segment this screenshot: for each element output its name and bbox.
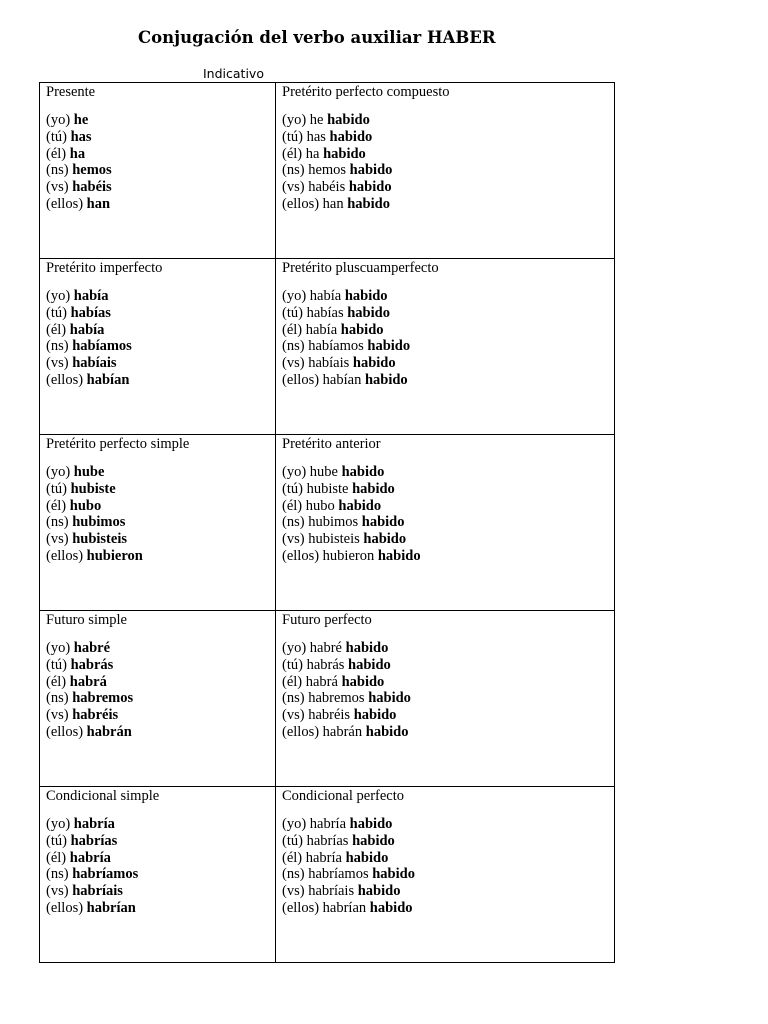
- conjugation-line: [282, 355, 608, 372]
- verb-form: habré: [73, 640, 111, 656]
- verb-form: habido: [341, 464, 385, 480]
- verb-form: hubimos: [72, 514, 126, 531]
- conjugation-list: [282, 112, 608, 213]
- verb-form: habido: [347, 304, 390, 321]
- pronoun: (yo): [282, 464, 307, 480]
- verb-form: hubieron: [86, 547, 143, 564]
- mood-subtitle: Indicativo: [203, 66, 264, 81]
- pronoun: (yo): [46, 816, 71, 832]
- verb-form: habremos: [72, 690, 134, 707]
- pronoun: (yo): [46, 112, 71, 128]
- pronoun: (él): [46, 849, 67, 866]
- conjugation-line: [46, 322, 269, 339]
- conjugation-line: [282, 498, 608, 515]
- pronoun: (ellos): [46, 899, 84, 916]
- conjugation-line: [282, 129, 608, 146]
- verb-form: hubiste: [70, 480, 116, 497]
- auxiliary-form: habrá: [305, 673, 338, 690]
- pronoun: (tú): [46, 128, 67, 145]
- verb-form: habido: [349, 816, 393, 832]
- conjugation-line: [46, 129, 269, 146]
- compound-tense-cell: [276, 83, 615, 259]
- conjugation-line: [282, 724, 608, 741]
- pronoun: (ellos): [46, 195, 84, 212]
- conjugation-line: [282, 372, 608, 389]
- auxiliary-form: hubisteis: [308, 531, 360, 548]
- verb-form: hubo: [69, 497, 102, 514]
- conjugation-line: [282, 690, 608, 707]
- conjugation-line: [46, 640, 269, 657]
- verb-form: habríamos: [72, 866, 139, 883]
- conjugation-list: [282, 464, 608, 565]
- auxiliary-form: habíamos: [308, 338, 364, 355]
- conjugation-list: [282, 816, 608, 917]
- conjugation-line: [282, 531, 608, 548]
- verb-form: habían: [86, 371, 130, 388]
- verb-form: habido: [327, 112, 370, 128]
- verb-form: habrían: [86, 899, 136, 916]
- verb-form: habido: [340, 321, 384, 338]
- pronoun: (yo): [46, 464, 71, 480]
- conjugation-line: [46, 657, 269, 674]
- conjugation-line: [46, 883, 269, 900]
- pronoun: (tú): [282, 832, 303, 849]
- verb-form: hemos: [72, 162, 112, 179]
- verb-form: habíamos: [72, 338, 132, 355]
- verb-form: habías: [70, 304, 111, 321]
- conjugation-line: [46, 548, 269, 565]
- pronoun: (él): [46, 673, 67, 690]
- pronoun: (ellos): [282, 899, 320, 916]
- pronoun: (ns): [282, 162, 305, 179]
- pronoun: (yo): [282, 288, 307, 304]
- auxiliary-form: habrían: [322, 899, 367, 916]
- tense-name: Pretérito imperfecto: [46, 260, 163, 276]
- conjugation-line: [282, 162, 608, 179]
- verb-form: has: [70, 128, 92, 145]
- compound-tense-cell: [276, 611, 615, 787]
- pronoun: (ellos): [46, 371, 84, 388]
- verb-form: habido: [345, 640, 389, 656]
- compound-tense-cell: [276, 787, 615, 963]
- conjugation-list: [46, 112, 269, 213]
- conjugation-line: [282, 112, 608, 129]
- pronoun: (ns): [46, 514, 69, 531]
- pronoun: (ellos): [282, 371, 320, 388]
- conjugation-list: [46, 464, 269, 565]
- verb-form: habido: [349, 162, 393, 179]
- conjugation-list: [46, 288, 269, 389]
- auxiliary-form: hubimos: [308, 514, 359, 531]
- conjugation-line: [46, 305, 269, 322]
- verb-form: había: [69, 321, 105, 338]
- conjugation-line: [282, 196, 608, 213]
- auxiliary-form: habíais: [308, 355, 350, 372]
- auxiliary-form: habrás: [306, 656, 345, 673]
- verb-form: habido: [365, 723, 409, 740]
- tense-name: Condicional simple: [46, 788, 160, 804]
- auxiliary-form: habré: [309, 640, 342, 656]
- verb-form: había: [73, 288, 109, 304]
- verb-form: habido: [348, 179, 392, 196]
- verb-form: hubisteis: [72, 531, 127, 548]
- conjugation-list: [46, 816, 269, 917]
- pronoun: (tú): [282, 128, 303, 145]
- verb-form: habrá: [69, 673, 107, 690]
- pronoun: (vs): [282, 531, 305, 548]
- pronoun: (yo): [282, 640, 307, 656]
- auxiliary-form: habría: [309, 816, 347, 832]
- conjugation-list: [282, 288, 608, 389]
- pronoun: (tú): [46, 656, 67, 673]
- pronoun: (ns): [46, 338, 69, 355]
- auxiliary-form: hubieron: [322, 547, 375, 564]
- conjugation-line: [282, 883, 608, 900]
- conjugation-line: [46, 146, 269, 163]
- verb-form: habido: [363, 531, 407, 548]
- verb-form: habido: [323, 145, 366, 162]
- conjugation-line: [282, 548, 608, 565]
- verb-form: habido: [364, 371, 408, 388]
- conjugation-line: [46, 850, 269, 867]
- auxiliary-form: han: [322, 195, 344, 212]
- tense-name: Pretérito perfecto compuesto: [282, 84, 450, 100]
- verb-form: habría: [69, 849, 111, 866]
- pronoun: (ellos): [282, 195, 320, 212]
- conjugation-line: [46, 833, 269, 850]
- conjugation-line: [282, 707, 608, 724]
- auxiliary-form: habías: [306, 304, 344, 321]
- conjugation-line: [282, 514, 608, 531]
- conjugation-line: [46, 674, 269, 691]
- verb-form: habido: [361, 514, 405, 531]
- tense-name: Condicional perfecto: [282, 788, 404, 804]
- verb-form: habido: [329, 128, 373, 145]
- verb-form: habrías: [70, 832, 118, 849]
- verb-form: hube: [73, 464, 105, 480]
- tense-name: Futuro simple: [46, 612, 127, 628]
- tense-row: [40, 435, 615, 611]
- auxiliary-form: hube: [309, 464, 338, 480]
- conjugation-line: [282, 900, 608, 917]
- conjugation-line: [282, 850, 608, 867]
- verb-form: habido: [348, 656, 391, 673]
- simple-tense-cell: [40, 259, 276, 435]
- verb-form: habido: [341, 673, 385, 690]
- auxiliary-form: he: [309, 112, 324, 128]
- conjugation-list: [282, 640, 608, 741]
- tense-name: Pretérito anterior: [282, 436, 381, 452]
- verb-form: habido: [352, 480, 395, 497]
- tense-name: Futuro perfecto: [282, 612, 372, 628]
- conjugation-line: [282, 640, 608, 657]
- conjugation-line: [46, 724, 269, 741]
- simple-tense-cell: [40, 787, 276, 963]
- conjugation-line: [282, 481, 608, 498]
- pronoun: (tú): [46, 480, 67, 497]
- conjugation-line: [46, 355, 269, 372]
- conjugation-line: [282, 464, 608, 481]
- pronoun: (ns): [282, 690, 305, 707]
- auxiliary-form: había: [305, 321, 338, 338]
- pronoun: (tú): [282, 656, 303, 673]
- verb-form: habréis: [72, 707, 119, 724]
- auxiliary-form: habremos: [308, 690, 365, 707]
- pronoun: (él): [282, 145, 303, 162]
- tense-row: [40, 83, 615, 259]
- compound-tense-cell: [276, 435, 615, 611]
- pronoun: (ns): [282, 866, 305, 883]
- auxiliary-form: habéis: [308, 179, 346, 196]
- conjugation-line: [46, 690, 269, 707]
- conjugation-line: [46, 531, 269, 548]
- conjugation-list: [46, 640, 269, 741]
- verb-form: habido: [377, 547, 421, 564]
- conjugation-line: [282, 674, 608, 691]
- verb-form: habido: [347, 195, 390, 212]
- conjugation-line: [282, 866, 608, 883]
- pronoun: (ellos): [46, 547, 84, 564]
- verb-form: habido: [352, 355, 396, 372]
- pronoun: (vs): [282, 355, 305, 372]
- conjugation-line: [46, 498, 269, 515]
- conjugation-line: [282, 816, 608, 833]
- auxiliary-form: hubo: [305, 497, 335, 514]
- verb-form: habíais: [72, 355, 117, 372]
- pronoun: (ellos): [46, 723, 84, 740]
- verb-form: habido: [369, 899, 413, 916]
- verb-form: habido: [353, 707, 397, 724]
- verb-form: habría: [73, 816, 115, 832]
- conjugation-line: [46, 866, 269, 883]
- auxiliary-form: hubiste: [306, 480, 349, 497]
- pronoun: (vs): [46, 355, 69, 372]
- pronoun: (yo): [282, 112, 307, 128]
- compound-tense-cell: [276, 259, 615, 435]
- pronoun: (ns): [46, 690, 69, 707]
- auxiliary-form: habría: [305, 849, 342, 866]
- pronoun: (él): [282, 497, 303, 514]
- conjugation-line: [282, 322, 608, 339]
- conjugation-table-body: [40, 83, 615, 963]
- pronoun: (vs): [46, 883, 69, 900]
- verb-form: habido: [338, 497, 382, 514]
- tense-row: [40, 259, 615, 435]
- conjugation-line: [282, 288, 608, 305]
- conjugation-line: [282, 338, 608, 355]
- conjugation-line: [282, 146, 608, 163]
- conjugation-line: [46, 372, 269, 389]
- pronoun: (él): [46, 497, 67, 514]
- verb-form: habrás: [70, 656, 114, 673]
- verb-form: habrán: [86, 723, 132, 740]
- pronoun: (vs): [46, 531, 69, 548]
- tense-row: [40, 787, 615, 963]
- verb-form: habéis: [72, 179, 112, 196]
- verb-form: he: [73, 112, 89, 128]
- conjugation-line: [46, 179, 269, 196]
- auxiliary-form: habían: [322, 371, 362, 388]
- pronoun: (tú): [46, 304, 67, 321]
- pronoun: (él): [46, 321, 67, 338]
- conjugation-line: [46, 162, 269, 179]
- conjugation-line: [46, 338, 269, 355]
- conjugation-line: [282, 657, 608, 674]
- pronoun: (ns): [282, 514, 305, 531]
- verb-form: habríais: [72, 883, 123, 900]
- auxiliary-form: habríais: [308, 883, 355, 900]
- simple-tense-cell: [40, 435, 276, 611]
- tense-name: Pretérito perfecto simple: [46, 436, 190, 452]
- pronoun: (él): [282, 673, 303, 690]
- conjugation-line: [46, 816, 269, 833]
- tense-name: Pretérito pluscuamperfecto: [282, 260, 439, 276]
- verb-form: ha: [69, 145, 86, 162]
- pronoun: (vs): [46, 707, 69, 724]
- verb-form: habido: [368, 690, 411, 707]
- auxiliary-form: hemos: [308, 162, 347, 179]
- conjugation-line: [282, 833, 608, 850]
- pronoun: (ns): [282, 338, 305, 355]
- pronoun: (yo): [46, 640, 71, 656]
- pronoun: (ns): [46, 162, 69, 179]
- conjugation-line: [46, 112, 269, 129]
- verb-form: habido: [357, 883, 401, 900]
- tense-row: [40, 611, 615, 787]
- conjugation-line: [46, 288, 269, 305]
- pronoun: (él): [282, 321, 303, 338]
- verb-form: habido: [352, 832, 395, 849]
- pronoun: (él): [46, 145, 67, 162]
- auxiliary-form: había: [309, 288, 342, 304]
- pronoun: (ellos): [282, 723, 320, 740]
- verb-form: habido: [367, 338, 411, 355]
- pronoun: (yo): [46, 288, 71, 304]
- conjugation-table: [39, 82, 615, 963]
- conjugation-line: [282, 179, 608, 196]
- conjugation-line: [46, 707, 269, 724]
- pronoun: (vs): [282, 883, 305, 900]
- verb-form: han: [86, 195, 111, 212]
- conjugation-line: [46, 464, 269, 481]
- verb-form: habido: [345, 849, 389, 866]
- pronoun: (yo): [282, 816, 307, 832]
- conjugation-line: [46, 196, 269, 213]
- pronoun: (vs): [282, 179, 305, 196]
- auxiliary-form: ha: [305, 145, 320, 162]
- verb-form: habido: [344, 288, 388, 304]
- auxiliary-form: habrías: [306, 832, 349, 849]
- simple-tense-cell: [40, 611, 276, 787]
- conjugation-line: [46, 900, 269, 917]
- pronoun: (tú): [46, 832, 67, 849]
- verb-form: habido: [372, 866, 415, 883]
- conjugation-line: [46, 481, 269, 498]
- pronoun: (ellos): [282, 547, 320, 564]
- conjugation-line: [46, 514, 269, 531]
- auxiliary-form: habrán: [322, 723, 363, 740]
- pronoun: (tú): [282, 480, 303, 497]
- auxiliary-form: habréis: [308, 707, 351, 724]
- page-title: Conjugación del verbo auxiliar HABER: [138, 28, 496, 47]
- pronoun: (él): [282, 849, 303, 866]
- auxiliary-form: has: [306, 128, 326, 145]
- pronoun: (vs): [46, 179, 69, 196]
- pronoun: (vs): [282, 707, 305, 724]
- conjugation-line: [282, 305, 608, 322]
- simple-tense-cell: [40, 83, 276, 259]
- tense-name: Presente: [46, 84, 96, 100]
- auxiliary-form: habríamos: [308, 866, 369, 883]
- pronoun: (ns): [46, 866, 69, 883]
- pronoun: (tú): [282, 304, 303, 321]
